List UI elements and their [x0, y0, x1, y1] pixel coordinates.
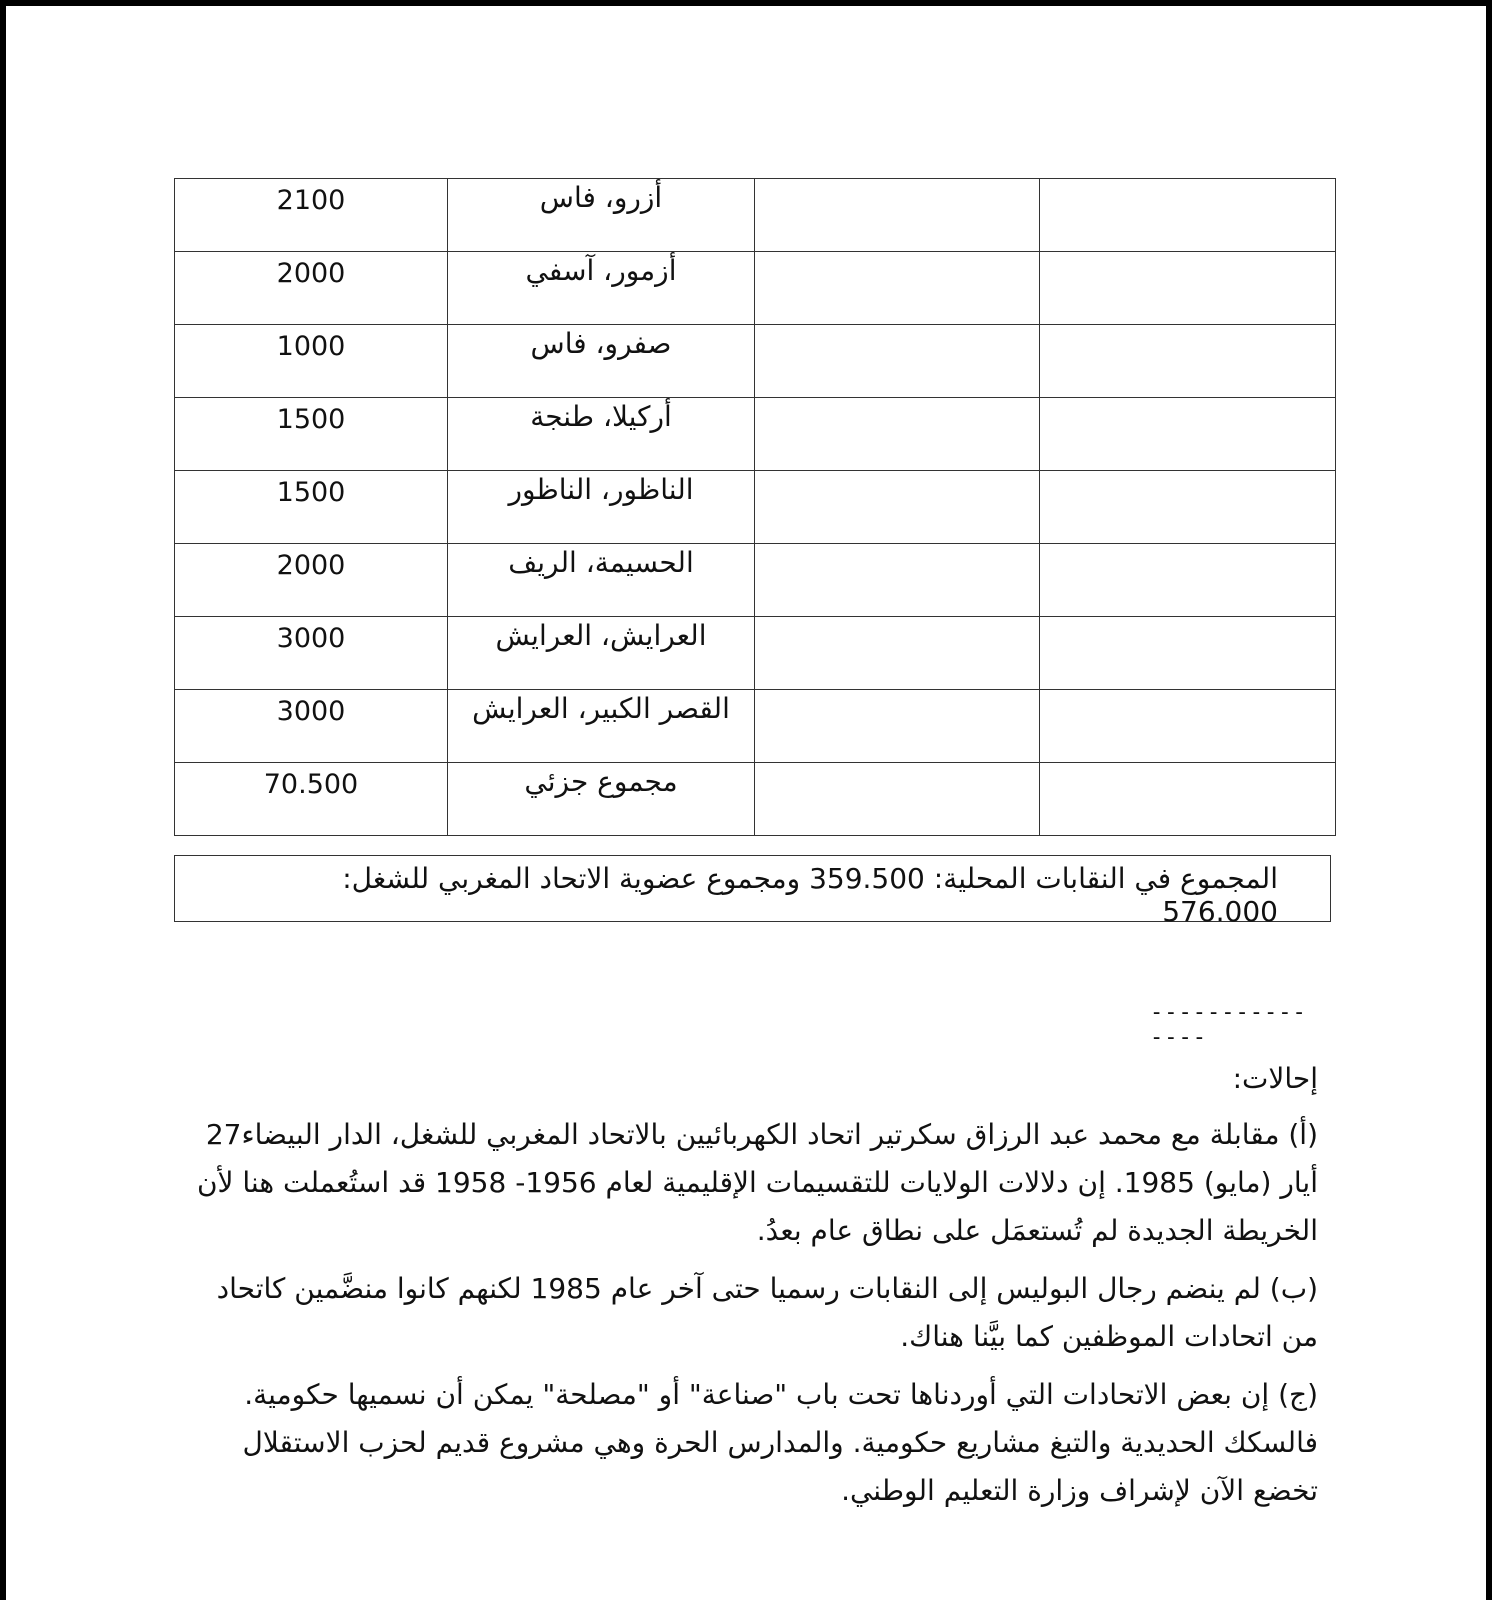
membership-table [174, 178, 1336, 836]
table-row [175, 690, 1336, 763]
empty-cell [755, 179, 1040, 252]
page-border-right [1486, 0, 1492, 1600]
member-count-cell: 2000 [175, 544, 448, 617]
table-row [175, 398, 1336, 471]
footnotes-heading: إحالات: [1232, 1062, 1318, 1095]
member-count-cell: 2000 [175, 252, 448, 325]
empty-cell [1040, 690, 1336, 763]
union-location-cell: أركيلا، طنجة [448, 398, 755, 471]
empty-cell [1040, 617, 1336, 690]
footnote-c: (ج) إن بعض الاتحادات التي أوردناها تحت باب "صناعة" أو "مصلحة" يمكن أن نسميها حكومية. فالسكك الحديدية والتبغ مشاريع حكومية. والمدارس الحرة وهي مشروع قديم لحزب الاستقلال تخضع الآن لإشراف وزارة التعليم الوطني. [242, 1378, 1318, 1507]
page-border-top [0, 0, 1492, 6]
empty-cell [1040, 252, 1336, 325]
union-location-cell: القصر الكبير، العرايش [448, 690, 755, 763]
footnote-separator: --------------- [1150, 1000, 1307, 1050]
footnote-b: (ب) لم ينضم رجال البوليس إلى النقابات رسميا حتى آخر عام 1985 لكنهم كانوا منضَّمين كاتحاد من اتحادات الموظفين كما بيَّنا هناك. [216, 1272, 1318, 1353]
member-count-cell: 1500 [175, 398, 448, 471]
table-row [175, 471, 1336, 544]
empty-cell [1040, 398, 1336, 471]
grand-total-text: المجموع في النقابات المحلية: 359.500 ومجموع عضوية الاتحاد المغربي للشغل: 576.000 [342, 862, 1278, 928]
empty-cell [1040, 544, 1336, 617]
subtotal-label-cell: مجموع جزئي [448, 763, 755, 836]
union-location-cell: أزرو، فاس [448, 179, 755, 252]
union-location-cell: الحسيمة، الريف [448, 544, 755, 617]
subtotal-value-cell: 70.500 [175, 763, 448, 836]
empty-cell [1040, 179, 1336, 252]
union-location-cell: أزمور، آسفي [448, 252, 755, 325]
empty-cell [1040, 325, 1336, 398]
table-row [175, 252, 1336, 325]
empty-cell [755, 398, 1040, 471]
member-count-cell: 3000 [175, 690, 448, 763]
table-row [175, 325, 1336, 398]
empty-cell [755, 471, 1040, 544]
union-location-cell: صفرو، فاس [448, 325, 755, 398]
member-count-cell: 1500 [175, 471, 448, 544]
empty-cell [755, 617, 1040, 690]
member-count-cell: 2100 [175, 179, 448, 252]
empty-cell [755, 325, 1040, 398]
member-count-cell: 1000 [175, 325, 448, 398]
empty-cell [1040, 763, 1336, 836]
subtotal-row [175, 763, 1336, 836]
table-row [175, 179, 1336, 252]
footnotes [174, 1055, 1318, 1525]
footnote-a: (أ) مقابلة مع محمد عبد الرزاق سكرتير اتحاد الكهربائيين بالاتحاد المغربي للشغل، الدار البيضاء27 أيار (مايو) 1985. إن دلالات الولايات للتقسيمات الإقليمية لعام 1956- 1958 قد استُعملت هنا لأن الخريطة الجديدة لم تُستعمَل على نطاق عام بعدُ. [196, 1118, 1318, 1247]
union-location-cell: الناظور، الناظور [448, 471, 755, 544]
union-location-cell: العرايش، العرايش [448, 617, 755, 690]
empty-cell [755, 252, 1040, 325]
table-row [175, 617, 1336, 690]
empty-cell [755, 544, 1040, 617]
member-count-cell: 3000 [175, 617, 448, 690]
grand-total-box [174, 855, 1331, 928]
table-row [175, 544, 1336, 617]
empty-cell [755, 763, 1040, 836]
empty-cell [1040, 471, 1336, 544]
page-border-left [0, 0, 6, 1600]
empty-cell [755, 690, 1040, 763]
